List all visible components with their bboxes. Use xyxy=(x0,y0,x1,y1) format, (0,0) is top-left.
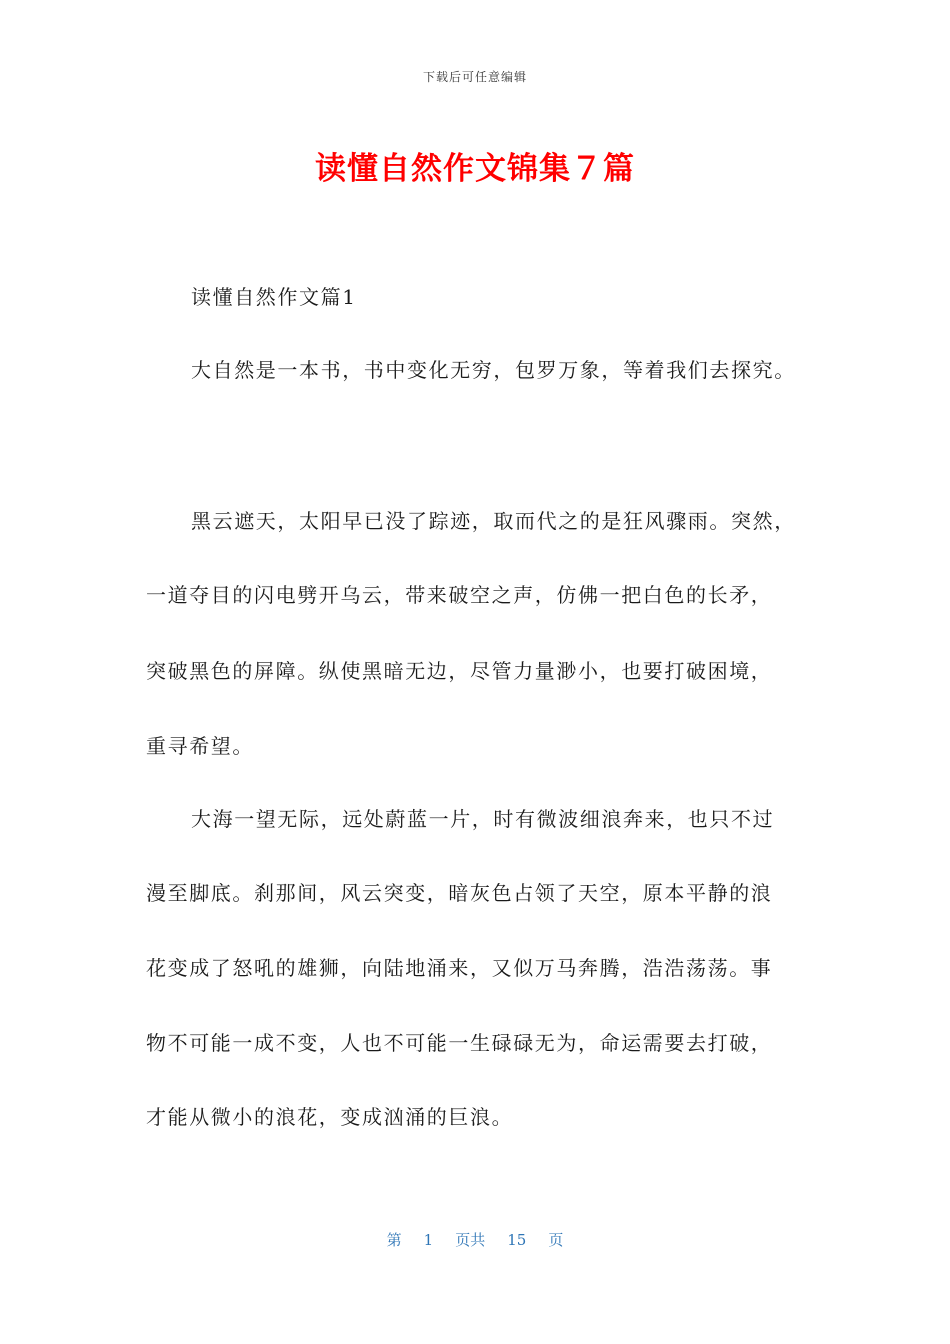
page-prefix: 第 xyxy=(386,1231,402,1249)
paragraph-line: 才能从微小的浪花，变成汹涌的巨浪。 xyxy=(146,1105,514,1129)
paragraph-line: 物不可能一成不变，人也不可能一生碌碌无为，命运需要去打破， xyxy=(146,1031,773,1055)
paragraph-line: 花变成了怒吼的雄狮，向陆地涌来，又似万马奔腾，浩浩荡荡。事 xyxy=(146,956,773,980)
page-middle: 页共 xyxy=(455,1231,486,1249)
page-footer xyxy=(0,1229,950,1250)
page-total: 15 xyxy=(507,1231,527,1249)
section-heading: 读懂自然作文篇1 xyxy=(191,285,357,309)
paragraph-line: 大海一望无际，远处蔚蓝一片，时有微波细浪奔来，也只不过 xyxy=(191,807,775,831)
header-note: 下载后可任意编辑 xyxy=(422,70,527,84)
paragraph-line: 一道夺目的闪电劈开乌云，带来破空之声，仿佛一把白色的长矛， xyxy=(146,583,773,607)
document-title: 读懂自然作文锦集７篇 xyxy=(315,151,635,187)
paragraph-line: 大自然是一本书，书中变化无穷，包罗万象，等着我们去探究。 xyxy=(191,358,796,382)
paragraph-line: 漫至脚底。刹那间，风云突变，暗灰色占领了天空，原本平静的浪 xyxy=(146,881,773,905)
page-number: 1 xyxy=(423,1231,434,1249)
paragraph-line: 重寻希望。 xyxy=(146,734,254,758)
paragraph-line: 突破黑色的屏障。纵使黑暗无边，尽管力量渺小，也要打破困境， xyxy=(146,659,773,683)
paragraph-line: 黑云遮天，太阳早已没了踪迹，取而代之的是狂风骤雨。突然， xyxy=(191,509,796,533)
page-suffix: 页 xyxy=(548,1231,564,1249)
